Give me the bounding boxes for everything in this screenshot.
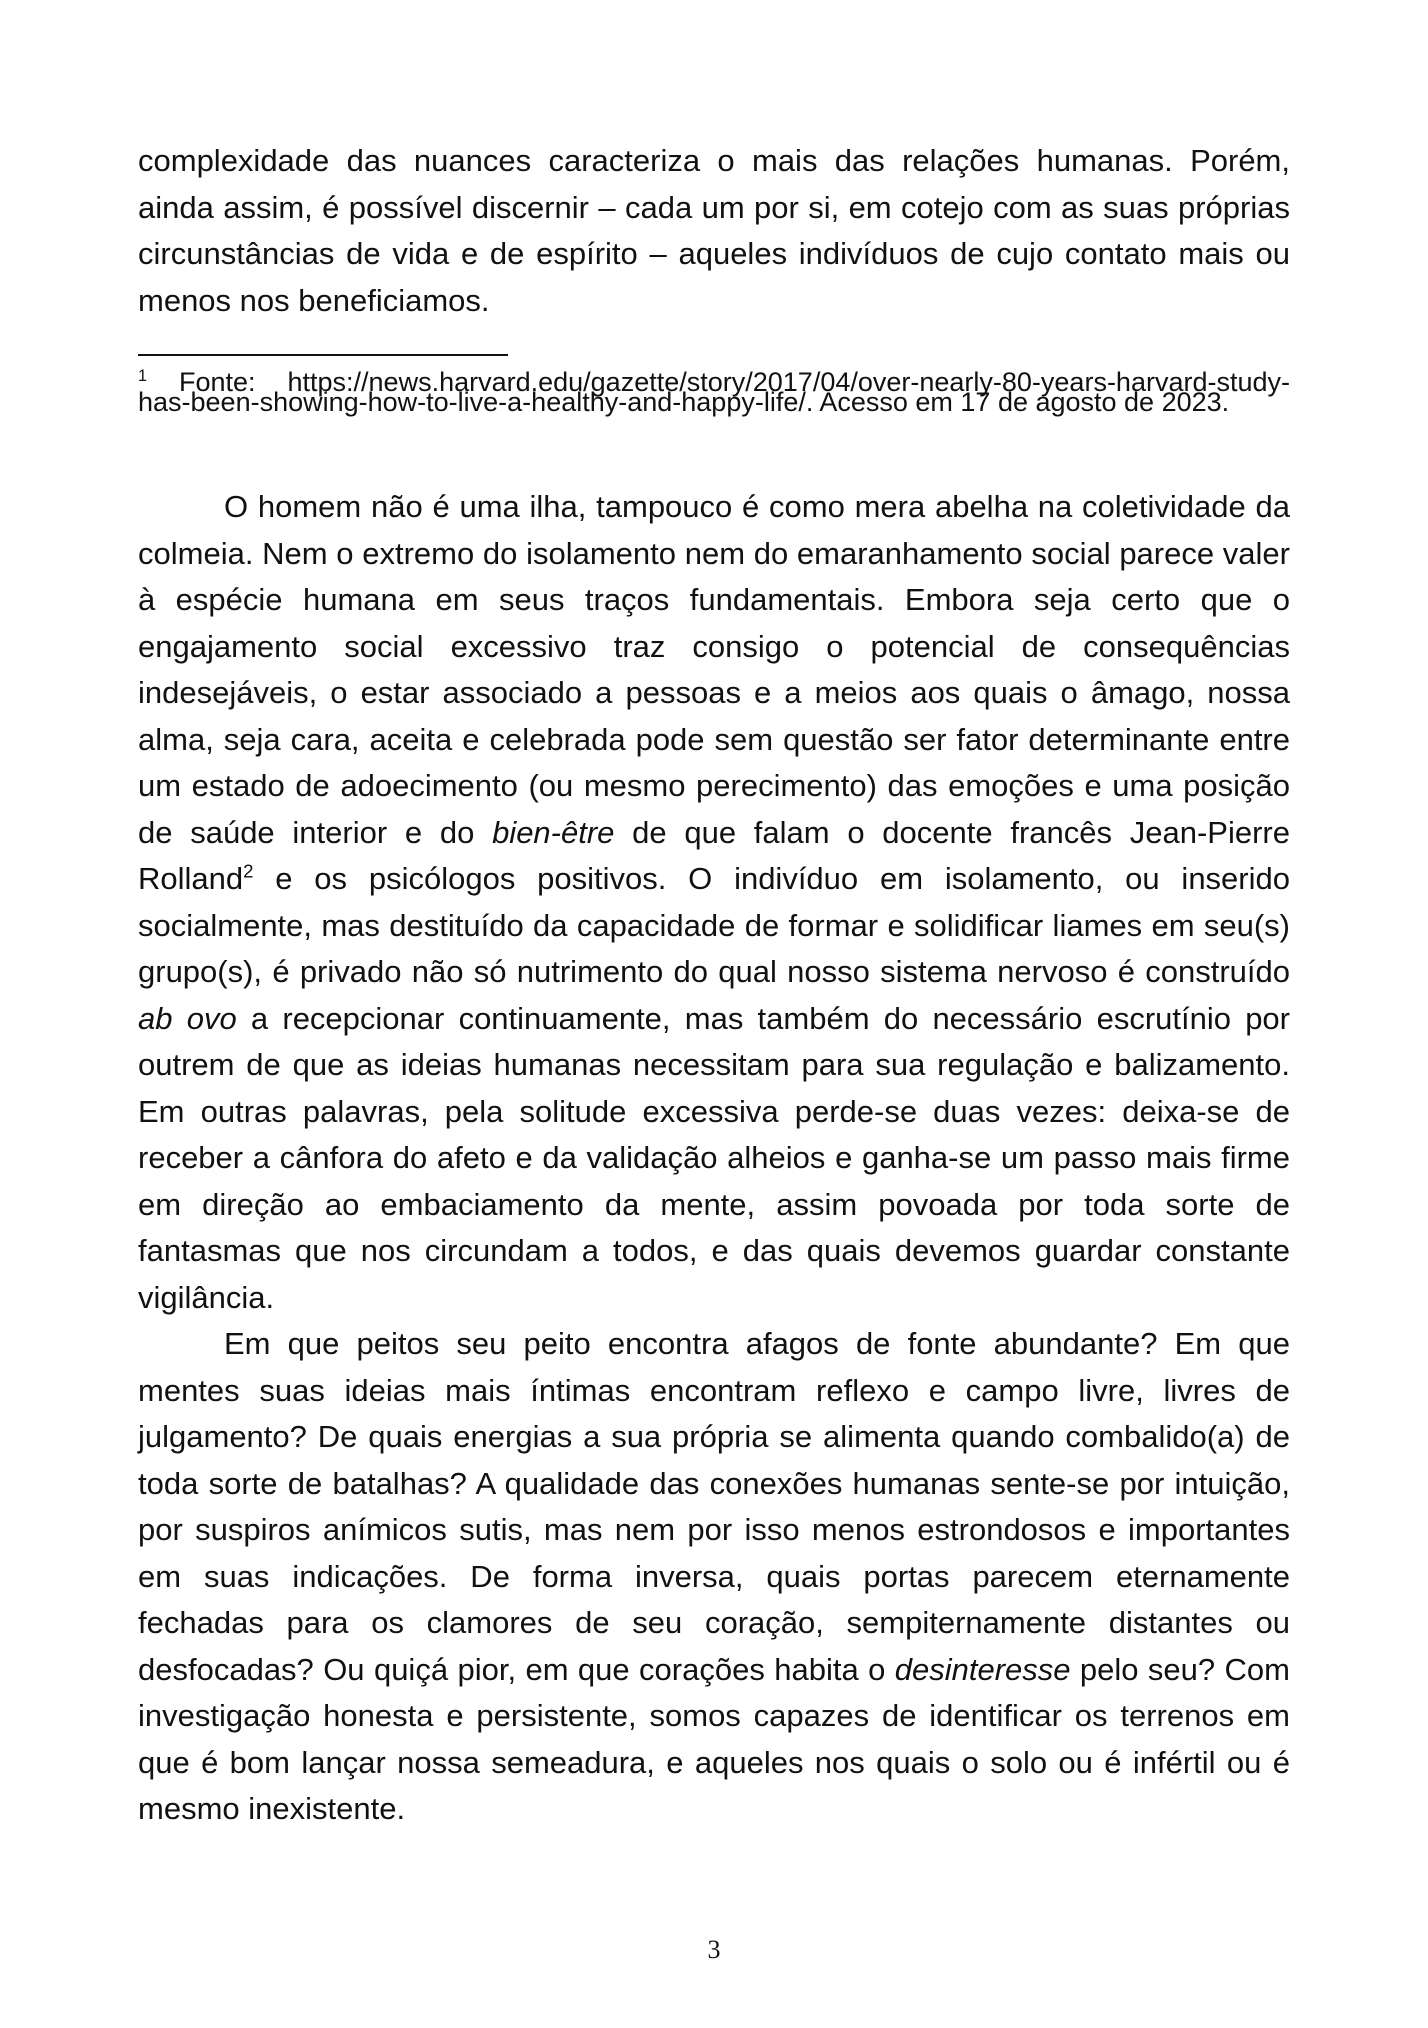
- paragraph-2: [138, 1321, 1290, 1833]
- footnote-reference-2: 2: [243, 860, 254, 882]
- paragraph-1-text-b: de que falam o docente francês Jean-Pierre Rolland: [138, 814, 1290, 896]
- paragraph-2-text-b: pelo seu? Com investigação honesta e persistente, somos capazes de identificar os terrenos em que é bom lançar nossa semeadura, e aqueles nos quais o solo ou é infértil ou é mesmo inexistente.: [138, 1651, 1290, 1826]
- paragraph-text: complexidade das nuances caracteriza o mais das relações humanas. Porém, ainda assim, é possível discernir – cada um por si, em cotejo com as suas próprias circunstâncias de vida e de espírito – aqueles indivíduos de cujo contato mais ou menos nos beneficiamos.: [138, 143, 1290, 318]
- page-number: 3: [707, 1935, 721, 1964]
- footnote-marker: 1: [138, 367, 148, 385]
- paragraph-1-text-d: a recepcionar continuamente, mas também do necessário escrutínio por outrem de que as ideias humanas necessitam para sua regulação e balizamento. Em outras palavras, pela solitude excessiva perde-se duas vezes: deixa-se de receber a cânfora do afeto e da validação alheios e ganha-se um passo mais firme em direção ao embaciamento da mente, assim povoada por toda sorte de fantasmas que nos circundam a todos, e das quais devemos guardar constante vigilância.: [138, 1000, 1290, 1315]
- footnote-text: Fonte: https://news.harvard.edu/gazette/story/2017/04/over-nearly-80-years-harvard-study-has-been-showing-how-to-live-a-healthy-and-happy-life/. Acesso em 17 de agosto de 2023.: [138, 367, 1290, 417]
- paragraph-2-italic: desinteresse: [894, 1651, 1071, 1687]
- main-text: [138, 484, 1290, 1833]
- paragraph-1-text-a: O homem não é uma ilha, tampouco é como mera abelha na coletividade da colmeia. Nem o extremo do isolamento nem do emaranhamento social parece valer à espécie humana em seus traços fundamentais. Embora seja certo que o engajamento social excessivo traz consigo o potencial de consequências indesejáveis, o estar associado a pessoas e a meios aos quais o âmago, nossa alma, seja cara, aceita e celebrada pode sem questão ser fator determinante entre um estado de adoecimento (ou mesmo perecimento) das emoções e uma posição de saúde interior e do: [138, 489, 1290, 850]
- paragraph-2-text-a: Em que peitos seu peito encontra afagos de fonte abundante? Em que mentes suas ideias mais íntimas encontram reflexo e campo livre, livres de julgamento? De quais energias a sua própria se alimenta quando combalido(a) de toda sorte de batalhas? A qualidade das conexões humanas sente-se por intuição, por suspiros anímicos sutis, mas nem por isso menos estrondosos e importantes em suas indicações. De forma inversa, quais portas parecem eternamente fechadas para os clamores de seu coração, sempiternamente distantes ou desfocadas? Ou quiçá pior, em que corações habita o: [138, 1326, 1290, 1687]
- footnote: [138, 367, 1290, 417]
- paragraph-1-italic-a: bien-être: [492, 814, 615, 850]
- footnote-separator: [138, 354, 508, 356]
- paragraph-1: [138, 484, 1290, 1321]
- paragraph-1-text-c: e os psicólogos positivos. O indivíduo em isolamento, ou inserido socialmente, mas destituído da capacidade de formar e solidificar liames em seu(s) grupo(s), é privado não só nutrimento do qual nosso sistema nervoso é construído: [138, 861, 1290, 989]
- continued-paragraph: [138, 138, 1290, 324]
- paragraph-1-italic-b: ab ovo: [138, 1000, 237, 1036]
